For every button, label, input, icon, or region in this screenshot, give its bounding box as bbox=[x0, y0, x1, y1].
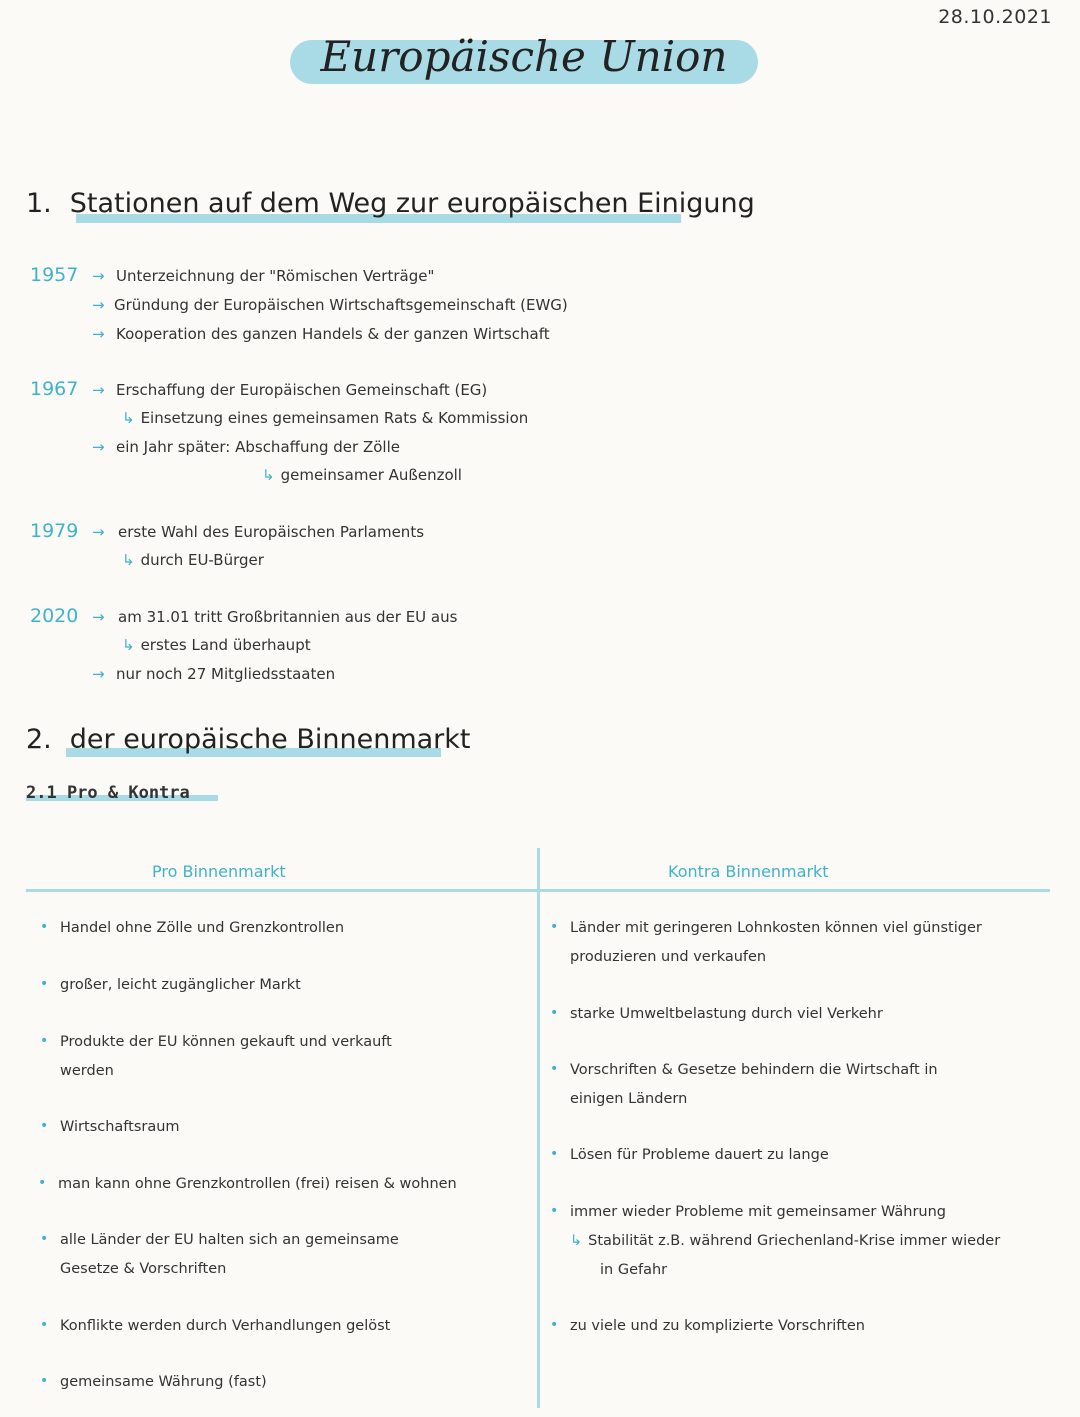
return-arrow-icon: ↳ bbox=[122, 409, 135, 427]
section-2-heading bbox=[26, 724, 471, 755]
pro-item bbox=[40, 1368, 267, 1397]
timeline-line: am 31.01 tritt Großbritannien aus der EU aus bbox=[118, 608, 458, 626]
kontra-item bbox=[550, 1056, 938, 1114]
pro-item-text: gemeinsame Währung (fast) bbox=[60, 1374, 267, 1390]
section-1-number: 1. bbox=[26, 188, 52, 219]
timeline-line: erste Wahl des Europäischen Parlaments bbox=[118, 523, 425, 541]
table-column-divider bbox=[537, 848, 540, 1408]
pro-item bbox=[40, 1113, 180, 1142]
pro-item-text: alle Länder der EU halten sich an gemeinsame bbox=[60, 1232, 399, 1248]
arrow-icon: → bbox=[92, 665, 105, 683]
return-arrow-icon: ↳ bbox=[262, 466, 275, 484]
bullet-icon: • bbox=[40, 1231, 49, 1247]
kontra-item-text: in Gefahr bbox=[600, 1262, 668, 1278]
arrow-icon: → bbox=[92, 325, 105, 343]
kontra-item bbox=[550, 1141, 829, 1170]
bullet-icon: • bbox=[550, 1061, 559, 1077]
subsection-heading bbox=[26, 783, 190, 803]
kontra-item-text: Vorschriften & Gesetze behindern die Wirtschaft in bbox=[570, 1062, 938, 1078]
timeline-line: Erschaffung der Europäischen Gemeinschaft (EG) bbox=[116, 381, 488, 399]
timeline-subline bbox=[262, 466, 462, 484]
arrow-icon: → bbox=[92, 296, 105, 314]
timeline-subline-text: gemeinsamer Außenzoll bbox=[280, 466, 462, 484]
kontra-item-text: zu viele und zu komplizierte Vorschriften bbox=[570, 1318, 865, 1334]
arrow-icon: → bbox=[92, 608, 105, 626]
kontra-item-text: Lösen für Probleme dauert zu lange bbox=[570, 1147, 829, 1163]
subsection-title: 2.1 Pro & Kontra bbox=[26, 783, 190, 803]
kontra-item-text: immer wieder Probleme mit gemeinsamer Währung bbox=[570, 1204, 947, 1220]
kontra-item bbox=[550, 1312, 865, 1341]
kontra-item-text: Länder mit geringeren Lohnkosten können viel günstiger bbox=[570, 920, 982, 936]
section-1-heading bbox=[26, 188, 755, 219]
year-1967: 1967 bbox=[30, 378, 79, 400]
timeline-line: Gründung der Europäischen Wirtschaftsgemeinschaft (EWG) bbox=[114, 296, 568, 314]
section-2-number: 2. bbox=[26, 724, 52, 755]
pro-item-text: großer, leicht zugänglicher Markt bbox=[60, 977, 301, 993]
timeline-line: Unterzeichnung der "Römischen Verträge" bbox=[116, 267, 435, 285]
pro-item-text: Produkte der EU können gekauft und verkauft bbox=[60, 1034, 392, 1050]
pro-item bbox=[38, 1170, 457, 1199]
kontra-item bbox=[550, 1000, 883, 1029]
timeline-line: nur noch 27 Mitgliedsstaaten bbox=[116, 665, 336, 683]
arrow-icon: → bbox=[92, 381, 105, 399]
kontra-item-text: einigen Ländern bbox=[570, 1091, 688, 1107]
bullet-icon: • bbox=[550, 1203, 559, 1219]
pro-item bbox=[40, 1028, 392, 1086]
timeline-subline-text: durch EU-Bürger bbox=[140, 551, 264, 569]
bullet-icon: • bbox=[550, 919, 559, 935]
bullet-icon: • bbox=[40, 1118, 49, 1134]
timeline-line: ein Jahr später: Abschaffung der Zölle bbox=[116, 438, 400, 456]
bullet-icon: • bbox=[40, 976, 49, 992]
pro-item-text: man kann ohne Grenzkontrollen (frei) reisen & wohnen bbox=[58, 1176, 457, 1192]
bullet-icon: • bbox=[38, 1175, 47, 1191]
year-1979: 1979 bbox=[30, 520, 79, 542]
bullet-icon: • bbox=[40, 1033, 49, 1049]
return-arrow-icon: ↳ bbox=[570, 1233, 583, 1249]
section-1-title: Stationen auf dem Weg zur europäischen Einigung bbox=[69, 188, 755, 219]
arrow-icon: → bbox=[92, 267, 105, 285]
pro-item bbox=[40, 971, 301, 1000]
pro-item-text: werden bbox=[60, 1063, 114, 1079]
bullet-icon: • bbox=[550, 1146, 559, 1162]
arrow-icon: → bbox=[92, 438, 105, 456]
year-2020: 2020 bbox=[30, 605, 79, 627]
kontra-item-text: Stabilität z.B. während Griechenland-Krise immer wieder bbox=[588, 1233, 1001, 1249]
pro-item-text: Handel ohne Zölle und Grenzkontrollen bbox=[60, 920, 345, 936]
pro-item-text: Wirtschaftsraum bbox=[60, 1119, 180, 1135]
bullet-icon: • bbox=[40, 1373, 49, 1389]
timeline-subline bbox=[122, 636, 311, 654]
kontra-item-text: produzieren und verkaufen bbox=[570, 949, 767, 965]
timeline-subline-text: erstes Land überhaupt bbox=[140, 636, 311, 654]
section-2-title: der europäische Binnenmarkt bbox=[69, 724, 471, 755]
return-arrow-icon: ↳ bbox=[122, 636, 135, 654]
year-1957: 1957 bbox=[30, 264, 79, 286]
page-title-container bbox=[290, 32, 758, 84]
pro-column-header: Pro Binnenmarkt bbox=[152, 862, 286, 881]
arrow-icon: → bbox=[92, 523, 105, 541]
pro-item-text: Konflikte werden durch Verhandlungen gelöst bbox=[60, 1318, 391, 1334]
bullet-icon: • bbox=[550, 1005, 559, 1021]
pro-item bbox=[40, 914, 345, 943]
timeline-subline bbox=[122, 551, 264, 569]
kontra-item bbox=[550, 1198, 1001, 1285]
kontra-column-header: Kontra Binnenmarkt bbox=[668, 862, 829, 881]
timeline-subline-text: Einsetzung eines gemeinsamen Rats & Kommission bbox=[140, 409, 529, 427]
kontra-item-text: starke Umweltbelastung durch viel Verkehr bbox=[570, 1006, 883, 1022]
pro-item bbox=[40, 1226, 399, 1284]
pro-item bbox=[40, 1312, 391, 1341]
kontra-item bbox=[550, 914, 982, 972]
bullet-icon: • bbox=[40, 919, 49, 935]
timeline-subline bbox=[122, 409, 528, 427]
bullet-icon: • bbox=[550, 1317, 559, 1333]
page-title: Europäische Union bbox=[320, 32, 728, 81]
bullet-icon: • bbox=[40, 1317, 49, 1333]
return-arrow-icon: ↳ bbox=[122, 551, 135, 569]
date: 28.10.2021 bbox=[938, 6, 1052, 28]
timeline-line: Kooperation des ganzen Handels & der ganzen Wirtschaft bbox=[116, 325, 550, 343]
pro-item-text: Gesetze & Vorschriften bbox=[60, 1261, 227, 1277]
